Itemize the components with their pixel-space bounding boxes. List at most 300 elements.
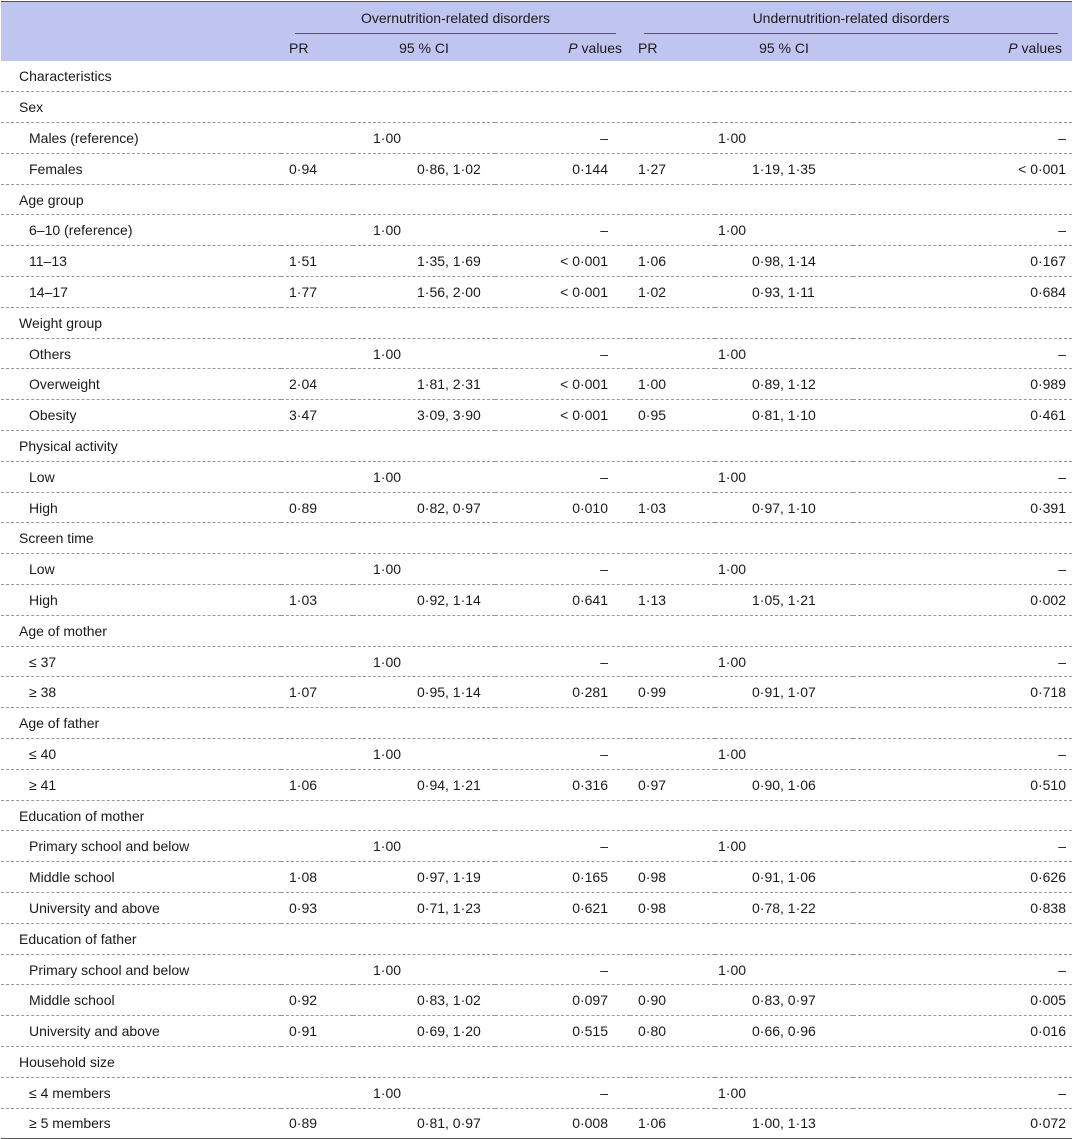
over-p-value: 0·097 [495,985,630,1016]
row-label: Low [1,554,281,585]
row-label: Overweight [1,369,281,400]
over-ci-value: 0·83, 1·02 [353,985,495,1016]
empty-cell [853,708,1072,739]
row-label: University and above [1,893,281,924]
over-ci-value: 0·95, 1·14 [353,677,495,708]
table-row [1,831,1072,862]
under-pr-value: 1·02 [630,277,715,308]
over-p-value: 0·281 [495,677,630,708]
empty-cell [281,307,353,338]
col-header-over-p [495,34,630,61]
under-pr-value: 1·06 [630,246,715,277]
under-p-value: 0·002 [853,585,1072,616]
empty-cell [281,646,353,677]
under-p-value: – [853,461,1072,492]
empty-cell [630,615,715,646]
empty-cell [353,708,495,739]
over-p-value: – [495,123,630,154]
empty-cell [630,61,715,92]
section-label: Characteristics [1,61,281,92]
empty-cell [630,338,715,369]
table-section-row [1,615,1072,646]
group-header-row [1,2,1072,35]
empty-cell [281,461,353,492]
under-p-value: 0·626 [853,862,1072,893]
over-p-value: 0·316 [495,769,630,800]
empty-cell [715,431,853,462]
under-reference-value: 1·00 [715,554,853,585]
empty-cell [715,523,853,554]
under-p-value: 0·684 [853,277,1072,308]
header-blank [1,2,281,35]
empty-cell [281,431,353,462]
empty-cell [281,1047,353,1078]
under-ci-value: 0·98, 1·14 [715,246,853,277]
table-row [1,369,1072,400]
table-row [1,739,1072,770]
row-label: ≤ 40 [1,739,281,770]
over-ci-value: 0·69, 1·20 [353,1016,495,1047]
under-p-value: – [853,954,1072,985]
over-p-value: < 0·001 [495,369,630,400]
over-pr-value: 1·03 [281,585,353,616]
empty-cell [281,923,353,954]
under-pr-value: 1·06 [630,1108,715,1139]
under-pr-value: 0·98 [630,862,715,893]
empty-cell [281,831,353,862]
under-p-value: 0·167 [853,246,1072,277]
row-label: University and above [1,1016,281,1047]
over-pr-value: 1·51 [281,246,353,277]
empty-cell [630,184,715,215]
empty-cell [281,554,353,585]
empty-cell [630,523,715,554]
row-label: Middle school [1,985,281,1016]
under-pr-value: 1·03 [630,492,715,523]
under-reference-value: 1·00 [715,123,853,154]
over-p-value: – [495,1077,630,1108]
over-reference-value: 1·00 [353,554,495,585]
over-p-value: < 0·001 [495,400,630,431]
table-row [1,277,1072,308]
empty-cell [281,739,353,770]
over-ci-value: 0·94, 1·21 [353,769,495,800]
under-ci-value: 0·81, 1·10 [715,400,853,431]
under-ci-value: 0·89, 1·12 [715,369,853,400]
under-p-value: – [853,215,1072,246]
over-ci-value: 1·35, 1·69 [353,246,495,277]
under-p-value: 0·072 [853,1108,1072,1139]
over-pr-value: 2·04 [281,369,353,400]
under-pr-value: 0·97 [630,769,715,800]
column-header-row [1,34,1072,61]
section-label: Age of mother [1,615,281,646]
empty-cell [630,708,715,739]
empty-cell [353,307,495,338]
table-row [1,153,1072,184]
over-reference-value: 1·00 [353,123,495,154]
empty-cell [630,923,715,954]
col-header-under-pr: PR [630,34,715,61]
empty-cell [495,523,630,554]
table-row [1,123,1072,154]
under-reference-value: 1·00 [715,739,853,770]
row-label: Females [1,153,281,184]
table-row [1,215,1072,246]
table-row [1,985,1072,1016]
over-ci-value: 3·09, 3·90 [353,400,495,431]
table-body [1,61,1072,1139]
over-pr-value: 1·08 [281,862,353,893]
empty-cell [853,615,1072,646]
empty-cell [353,800,495,831]
empty-cell [853,92,1072,123]
row-label: 14–17 [1,277,281,308]
table-row [1,677,1072,708]
under-ci-value: 0·78, 1·22 [715,893,853,924]
row-label: ≥ 41 [1,769,281,800]
empty-cell [630,123,715,154]
row-label: Obesity [1,400,281,431]
empty-cell [495,431,630,462]
over-p-value: 0·621 [495,893,630,924]
over-ci-value: 1·56, 2·00 [353,277,495,308]
empty-cell [853,800,1072,831]
table-row [1,1108,1072,1139]
table-row [1,338,1072,369]
table-row [1,1077,1072,1108]
row-label: High [1,585,281,616]
under-reference-value: 1·00 [715,646,853,677]
over-pr-value: 0·94 [281,153,353,184]
group-header-overnutrition-label: Overnutrition-related disorders [360,10,551,26]
table-section-row [1,431,1072,462]
section-label: Household size [1,1047,281,1078]
under-p-value: 0·838 [853,893,1072,924]
empty-cell [853,1047,1072,1078]
group-header-overnutrition [281,2,630,35]
empty-cell [630,92,715,123]
over-p-value: – [495,646,630,677]
row-label: Middle school [1,862,281,893]
under-p-value: 0·989 [853,369,1072,400]
under-p-value: 0·391 [853,492,1072,523]
under-p-value: 0·016 [853,1016,1072,1047]
over-p-value: – [495,554,630,585]
empty-cell [630,215,715,246]
over-pr-value: 1·77 [281,277,353,308]
empty-cell [281,523,353,554]
over-pr-value: 0·92 [281,985,353,1016]
over-p-value: – [495,215,630,246]
table-row [1,492,1072,523]
over-p-value: 0·641 [495,585,630,616]
table-section-row [1,800,1072,831]
under-p-value: – [853,646,1072,677]
group-rule-overnutrition [295,33,616,34]
empty-cell [281,92,353,123]
empty-cell [281,184,353,215]
empty-cell [715,184,853,215]
under-p-value: 0·005 [853,985,1072,1016]
over-reference-value: 1·00 [353,1077,495,1108]
empty-cell [495,307,630,338]
under-ci-value: 0·97, 1·10 [715,492,853,523]
empty-cell [715,307,853,338]
row-label: ≥ 38 [1,677,281,708]
row-label: Males (reference) [1,123,281,154]
under-ci-value: 0·66, 0·96 [715,1016,853,1047]
over-p-value: – [495,954,630,985]
empty-cell [281,61,353,92]
under-pr-value: 0·99 [630,677,715,708]
empty-cell [715,1047,853,1078]
table-row [1,585,1072,616]
empty-cell [630,646,715,677]
empty-cell [715,800,853,831]
col-header-under-p-rest: values [1017,39,1062,56]
group-header-undernutrition-label: Undernutrition-related disorders [752,10,950,26]
empty-cell [353,1047,495,1078]
col-header-over-ci: 95 % CI [353,34,495,61]
under-pr-value: 0·90 [630,985,715,1016]
over-p-value: < 0·001 [495,246,630,277]
table-row [1,1016,1072,1047]
under-p-value: – [853,831,1072,862]
over-p-value: < 0·001 [495,277,630,308]
under-reference-value: 1·00 [715,831,853,862]
over-p-value: – [495,461,630,492]
under-p-value: 0·718 [853,677,1072,708]
empty-cell [715,615,853,646]
empty-cell [715,923,853,954]
over-p-value: 0·010 [495,492,630,523]
table-section-row [1,708,1072,739]
table-row [1,769,1072,800]
table-row [1,646,1072,677]
under-pr-value: 0·95 [630,400,715,431]
under-p-value: – [853,338,1072,369]
section-label: Physical activity [1,431,281,462]
empty-cell [630,739,715,770]
over-ci-value: 0·92, 1·14 [353,585,495,616]
over-pr-value: 0·89 [281,1108,353,1139]
empty-cell [353,61,495,92]
empty-cell [853,307,1072,338]
under-ci-value: 0·91, 1·07 [715,677,853,708]
under-ci-value: 0·90, 1·06 [715,769,853,800]
prevalence-ratio-table [1,1,1072,1139]
row-label: Primary school and below [1,831,281,862]
section-label: Education of mother [1,800,281,831]
over-p-value: – [495,739,630,770]
table-row [1,862,1072,893]
under-p-value: – [853,1077,1072,1108]
empty-cell [853,923,1072,954]
over-reference-value: 1·00 [353,215,495,246]
under-p-value: – [853,739,1072,770]
under-ci-value: 1·00, 1·13 [715,1108,853,1139]
empty-cell [853,431,1072,462]
empty-cell [853,184,1072,215]
under-pr-value: 1·00 [630,369,715,400]
section-label: Age group [1,184,281,215]
empty-cell [353,431,495,462]
col-header-over-p-italic: P [568,39,578,56]
over-pr-value: 1·07 [281,677,353,708]
table-section-row [1,1047,1072,1078]
under-p-value: 0·461 [853,400,1072,431]
over-ci-value: 0·71, 1·23 [353,893,495,924]
empty-cell [630,307,715,338]
section-label: Age of father [1,708,281,739]
empty-cell [630,800,715,831]
empty-cell [495,923,630,954]
empty-cell [715,92,853,123]
empty-cell [281,338,353,369]
under-ci-value: 0·91, 1·06 [715,862,853,893]
over-reference-value: 1·00 [353,646,495,677]
row-label: 6–10 (reference) [1,215,281,246]
col-header-under-p [853,34,1072,61]
empty-cell [495,708,630,739]
empty-cell [495,92,630,123]
empty-cell [630,431,715,462]
empty-cell [495,800,630,831]
under-reference-value: 1·00 [715,215,853,246]
over-reference-value: 1·00 [353,831,495,862]
table-row [1,893,1072,924]
col-header-under-p-italic: P [1008,39,1018,56]
empty-cell [853,523,1072,554]
section-label: Weight group [1,307,281,338]
empty-cell [495,1047,630,1078]
over-p-value: – [495,338,630,369]
table-section-row [1,184,1072,215]
table-row [1,246,1072,277]
over-reference-value: 1·00 [353,461,495,492]
empty-cell [353,92,495,123]
table-section-row [1,307,1072,338]
empty-cell [281,615,353,646]
under-ci-value: 1·05, 1·21 [715,585,853,616]
section-label: Sex [1,92,281,123]
section-label: Screen time [1,523,281,554]
empty-cell [353,523,495,554]
empty-cell [353,184,495,215]
empty-cell [353,615,495,646]
under-pr-value: 1·13 [630,585,715,616]
under-reference-value: 1·00 [715,1077,853,1108]
group-header-undernutrition [630,2,1072,35]
over-reference-value: 1·00 [353,954,495,985]
row-label: 11–13 [1,246,281,277]
col-header-under-ci: 95 % CI [715,34,853,61]
empty-cell [630,554,715,585]
row-label: Primary school and below [1,954,281,985]
under-ci-value: 0·93, 1·11 [715,277,853,308]
row-label: High [1,492,281,523]
table-row [1,954,1072,985]
empty-cell [495,615,630,646]
empty-cell [715,61,853,92]
over-p-value: 0·144 [495,153,630,184]
under-reference-value: 1·00 [715,338,853,369]
over-pr-value: 0·91 [281,1016,353,1047]
under-pr-value: 0·98 [630,893,715,924]
under-reference-value: 1·00 [715,461,853,492]
empty-cell [630,1047,715,1078]
table-section-row [1,923,1072,954]
empty-cell [630,461,715,492]
header-blank-2 [1,34,281,61]
empty-cell [281,1077,353,1108]
over-pr-value: 3·47 [281,400,353,431]
over-reference-value: 1·00 [353,338,495,369]
over-p-value: – [495,831,630,862]
col-header-over-pr: PR [281,34,353,61]
empty-cell [495,61,630,92]
under-p-value: – [853,123,1072,154]
row-label: ≤ 4 members [1,1077,281,1108]
over-ci-value: 0·86, 1·02 [353,153,495,184]
table-row [1,400,1072,431]
over-ci-value: 0·81, 0·97 [353,1108,495,1139]
empty-cell [630,831,715,862]
empty-cell [281,954,353,985]
empty-cell [281,708,353,739]
under-p-value: – [853,554,1072,585]
table-section-row [1,92,1072,123]
over-p-value: 0·515 [495,1016,630,1047]
table-section-row [1,523,1072,554]
over-pr-value: 1·06 [281,769,353,800]
under-pr-value: 0·80 [630,1016,715,1047]
empty-cell [281,215,353,246]
under-ci-value: 0·83, 0·97 [715,985,853,1016]
empty-cell [353,923,495,954]
under-p-value: < 0·001 [853,153,1072,184]
table-section-row [1,61,1072,92]
under-p-value: 0·510 [853,769,1072,800]
under-ci-value: 1·19, 1·35 [715,153,853,184]
empty-cell [495,184,630,215]
table-row [1,461,1072,492]
empty-cell [853,61,1072,92]
empty-cell [281,800,353,831]
over-ci-value: 0·97, 1·19 [353,862,495,893]
col-header-over-p-rest: values [577,39,622,56]
empty-cell [630,1077,715,1108]
over-p-value: 0·008 [495,1108,630,1139]
over-reference-value: 1·00 [353,739,495,770]
empty-cell [630,954,715,985]
over-pr-value: 0·93 [281,893,353,924]
under-pr-value: 1·27 [630,153,715,184]
empty-cell [281,123,353,154]
section-label: Education of father [1,923,281,954]
over-pr-value: 0·89 [281,492,353,523]
row-label: Others [1,338,281,369]
table-row [1,554,1072,585]
empty-cell [715,708,853,739]
over-ci-value: 0·82, 0·97 [353,492,495,523]
row-label: Low [1,461,281,492]
row-label: ≥ 5 members [1,1108,281,1139]
under-reference-value: 1·00 [715,954,853,985]
row-label: ≤ 37 [1,646,281,677]
group-rule-undernutrition [644,33,1058,34]
